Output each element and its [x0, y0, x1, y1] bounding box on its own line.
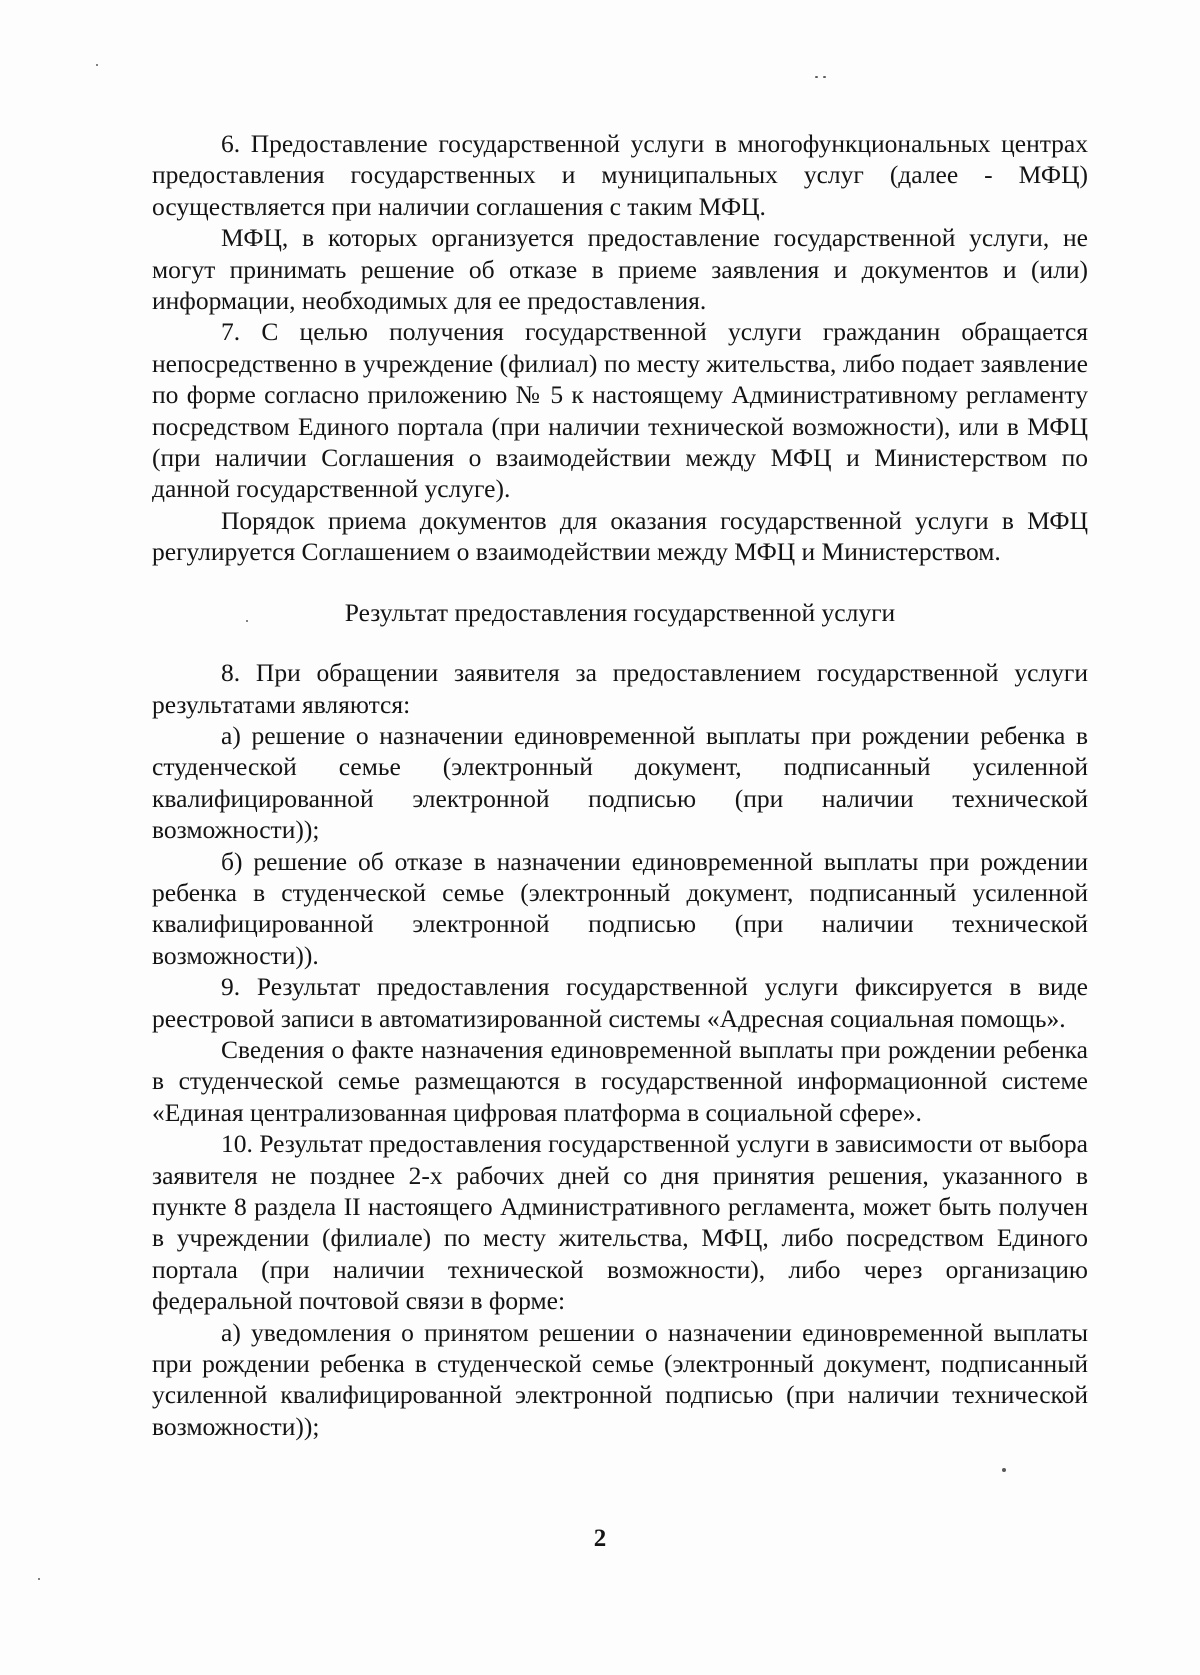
scan-speck — [96, 64, 98, 66]
paragraph-8: 8. При обращении заявителя за предоставлением государственной услуги результатами являются: — [152, 658, 1088, 719]
page-number: 2 — [593, 1525, 607, 1552]
paragraph-9: 9. Результат предоставления государственной услуги фиксируется в виде реестровой записи в автоматизированной системы «Адресная социальная помощь». — [152, 972, 1088, 1033]
paragraph-6: 6. Предоставление государственной услуги в многофункциональных центрах предоставления государственных и муниципальных услуг (далее - МФЦ) осуществляется при наличии соглашения с таким МФЦ. — [152, 129, 1088, 221]
paragraph-8a: а) решение о назначении единовременной выплаты при рождении ребенка в студенческой семье (электронный документ, подписанный усиленной квалифицированной электронной подписью (при наличии технической возможности)); — [152, 720, 1088, 845]
scan-speck — [38, 1578, 40, 1580]
paragraph-10a: а) уведомления о принятом решении о назначении единовременной выплаты при рождении ребенка в студенческой семье (электронный документ, подписанный усиленной квалифицированной электронной подписью (при наличии технической возможности)); — [152, 1317, 1088, 1441]
paragraph-7: 7. С целью получения государственной услуги гражданин обращается непосредственно в учреждение (филиал) по месту жительства, либо подает заявление по форме согласно приложению № 5 к настоящему Административному регламенту посредством Единого портала (при наличии технической возможности), или в МФЦ (при наличии Соглашения о взаимодействии между МФЦ и Министерством по данной государственной услуге). — [152, 317, 1088, 504]
scan-speck — [823, 76, 826, 78]
section-heading: Результат предоставления государственной услуги — [344, 597, 896, 627]
document-body — [152, 128, 1088, 1442]
paragraph-info: Сведения о факте назначения единовременной выплаты при рождении ребенка в студенческой семье размещаются в государственной информационной системе «Единая централизованная цифровая платформа в социальной сфере». — [152, 1034, 1088, 1127]
paragraph-10: 10. Результат предоставления государственной услуги в зависимости от выбора заявителя не позднее 2-х рабочих дней со дня принятия решения, указанного в пункте 8 раздела II настоящего Административного регламента, может быть получен в учреждении (филиале) по месту жительства, МФЦ, либо посредством Единого портала (при наличии технической возможности), либо через организацию федеральной почтовой связи в форме: — [152, 1129, 1088, 1316]
paragraph-mfc: МФЦ, в которых организуется предоставление государственной услуги, не могут принимать решение об отказе в приеме заявления и документов и (или) информации, необходимых для ее предоставления. — [152, 223, 1088, 316]
scan-speck — [815, 76, 818, 78]
paragraph-order: Порядок приема документов для оказания государственной услуги в МФЦ регулируется Соглашением о взаимодействии между МФЦ и Министерством. — [152, 505, 1088, 567]
paragraph-8b: б) решение об отказе в назначении единовременной выплаты при рождении ребенка в студенческой семье (электронный документ, подписанный усиленной квалифицированной электронной подписью (при наличии технической возможности)). — [152, 846, 1088, 970]
scan-speck — [1002, 1468, 1006, 1472]
